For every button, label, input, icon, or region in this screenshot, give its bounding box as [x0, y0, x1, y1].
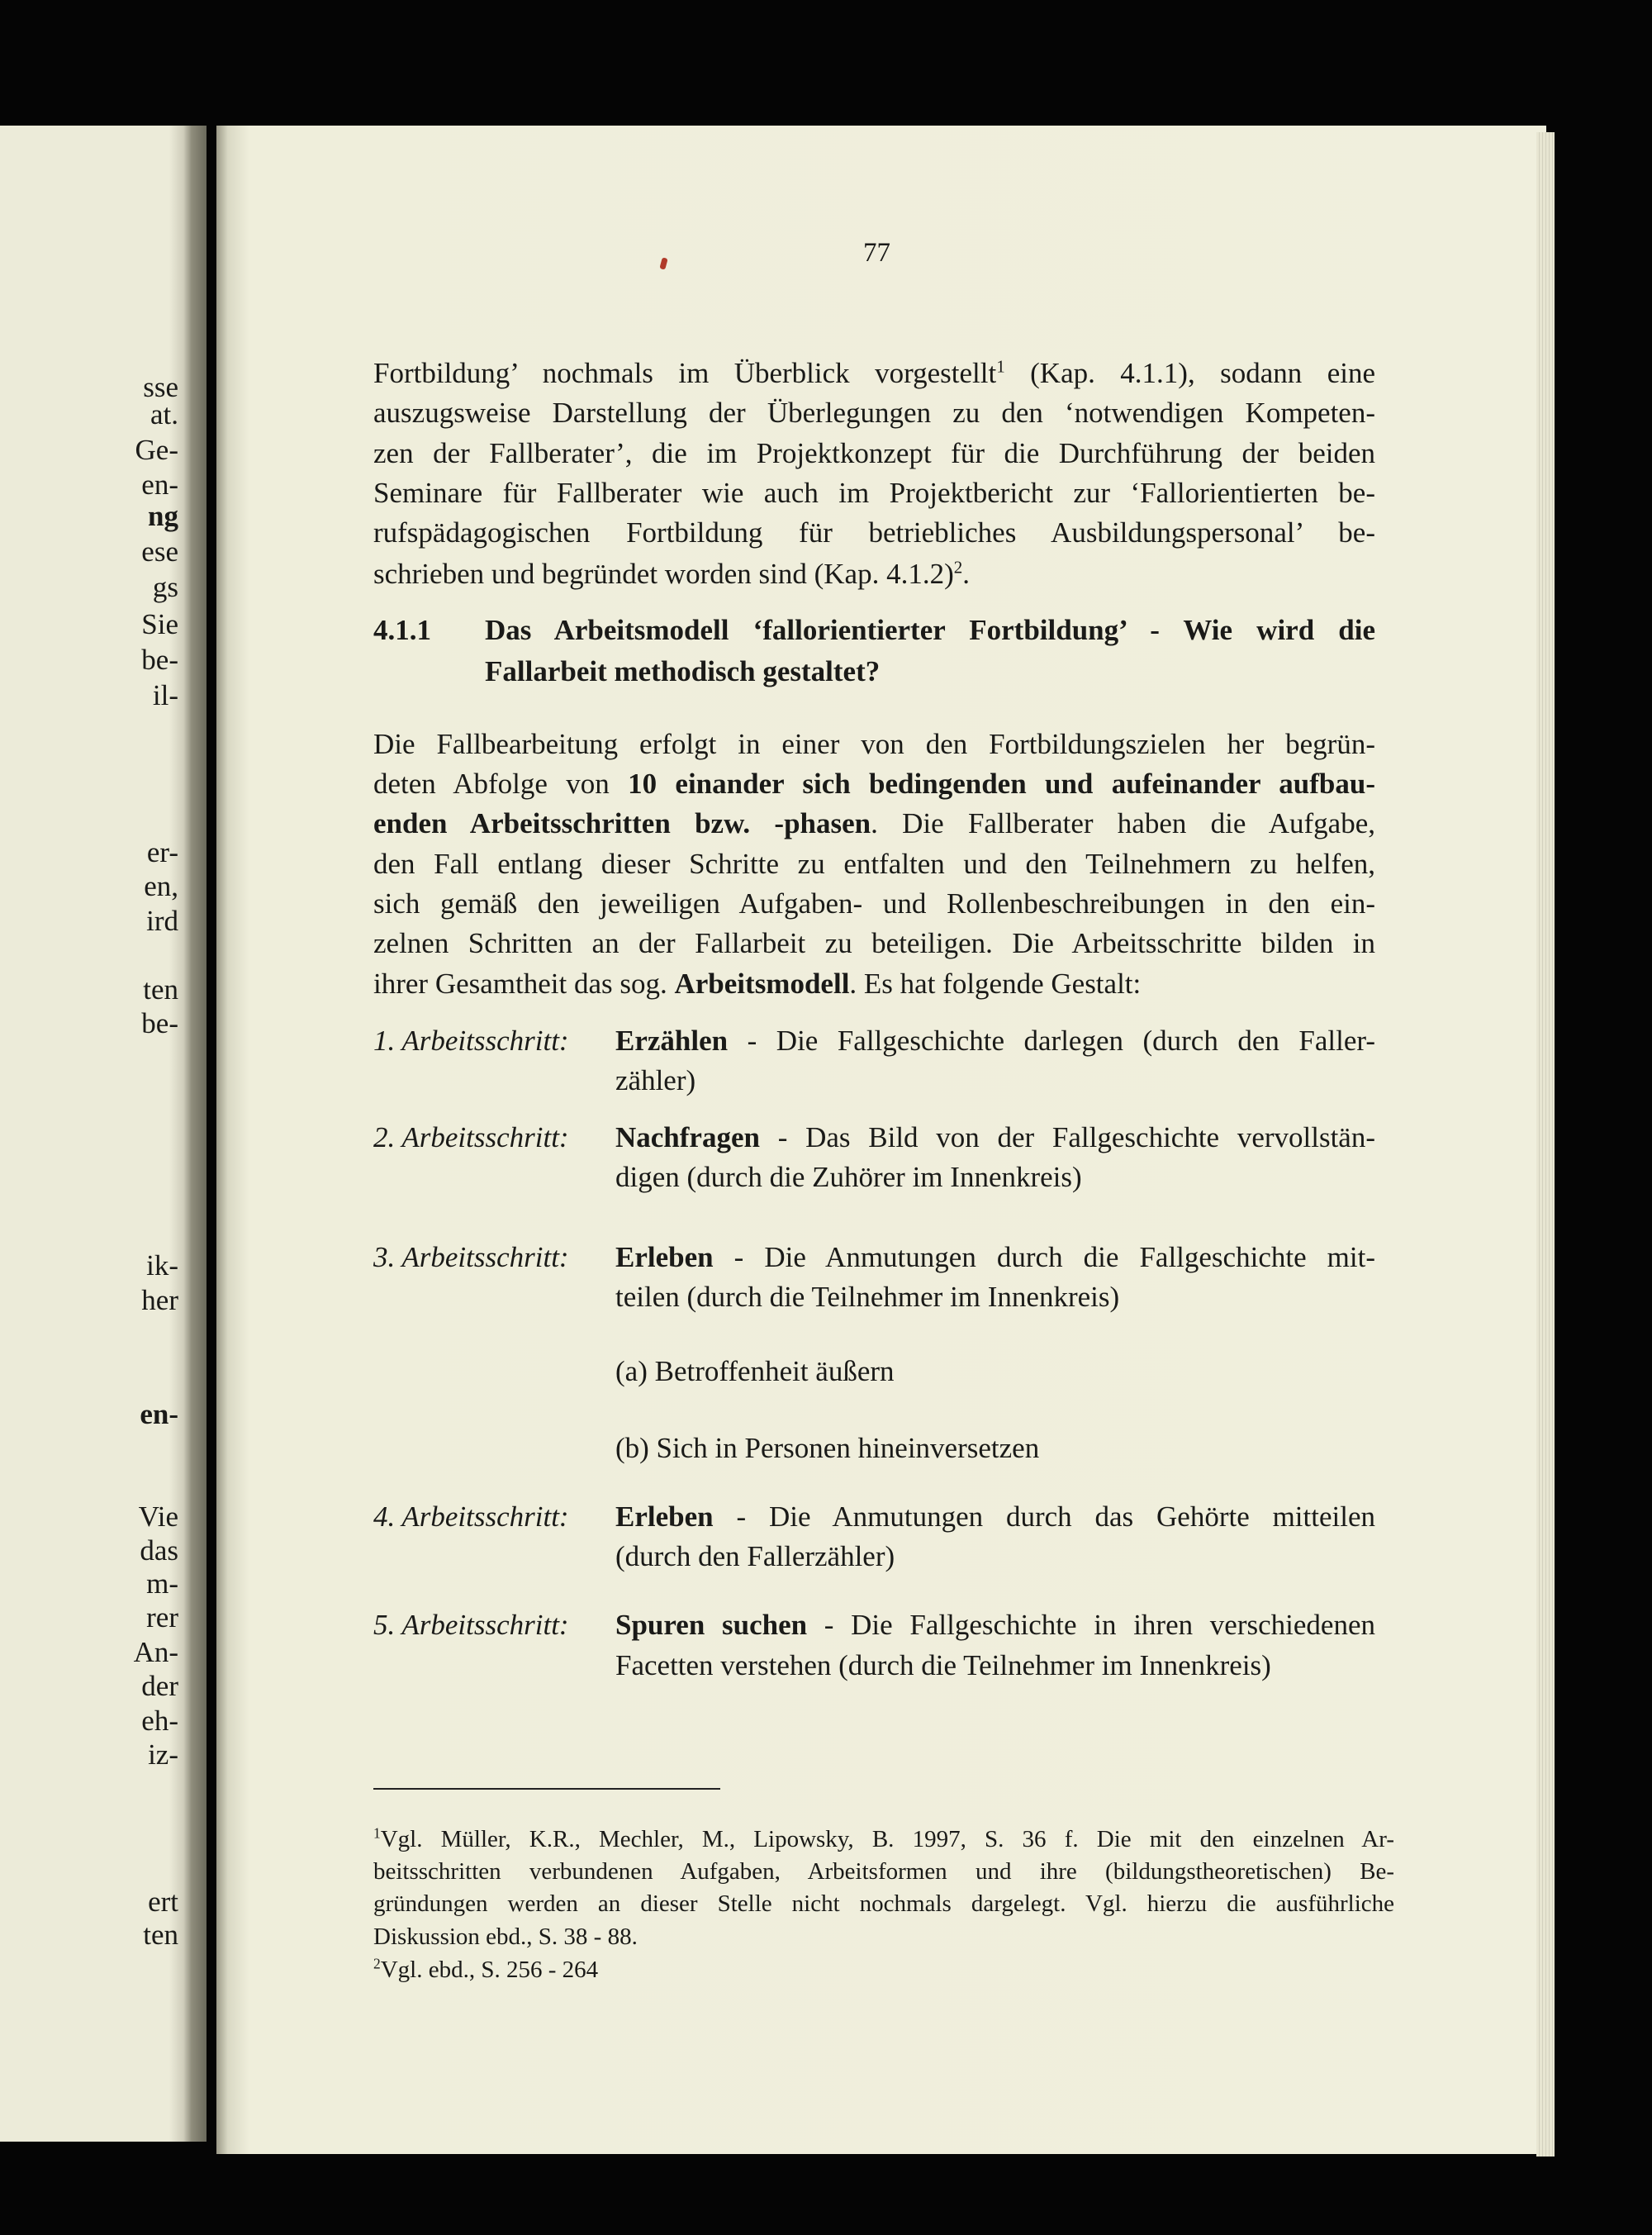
- text-run: 4. Arbeitsschritt:: [373, 1500, 569, 1533]
- body-line: [373, 966, 1375, 1002]
- text-run: Die Fallbearbeitung erfolgt in einer von den Fortbildungszielen her begrün-: [373, 728, 1375, 760]
- heading-number: [373, 612, 472, 649]
- bold-text: 10 einander sich bedingenden und aufeinander aufbau-: [628, 768, 1375, 800]
- left-page-text-fragment: il-: [152, 679, 178, 711]
- left-page-text-fragment: Ge-: [135, 434, 178, 466]
- body-line: [373, 355, 1375, 392]
- text-run: . Es hat folgende Gestalt:: [849, 968, 1142, 1000]
- bold-text: enden Arbeitsschritten bzw. -phasen: [373, 807, 871, 839]
- footnote-line: [373, 1921, 1394, 1952]
- step-text: [615, 1353, 1375, 1390]
- text-run: 3. Arbeitsschritt:: [373, 1241, 569, 1273]
- body-line: [373, 766, 1375, 802]
- text-run: digen (durch die Zuhörer im Innenkreis): [615, 1161, 1082, 1193]
- bold-text: Erleben: [615, 1500, 714, 1533]
- left-page-text-fragment: Sie: [141, 608, 178, 640]
- body-line: [373, 886, 1375, 922]
- left-page-text-fragment: ik-: [146, 1249, 178, 1282]
- left-page-text-fragment: gs: [152, 571, 178, 603]
- left-page-text-fragment: ten: [143, 1919, 178, 1951]
- body-line: [373, 726, 1375, 763]
- text-run: Fortbildung’ nochmals im Überblick vorgestellt: [373, 357, 997, 389]
- text-run: (b) Sich in Personen hineinversetzen: [615, 1432, 1040, 1464]
- text-run: zähler): [615, 1064, 696, 1096]
- left-page-text-fragment: en,: [144, 870, 178, 902]
- text-run: Vgl. Müller, K.R., Mechler, M., Lipowsky, B. 1997, S. 36 f. Die mit den einzelnen Ar-: [380, 1826, 1394, 1852]
- left-page-text-fragment: ten: [143, 973, 178, 1006]
- text-run: deten Abfolge von: [373, 768, 629, 800]
- text-run: gründungen werden an dieser Stelle nicht nochmals dargelegt. Vgl. hierzu die ausführliche: [373, 1890, 1394, 1917]
- text-run: (durch den Fallerzähler): [615, 1540, 895, 1572]
- footnote-marker: 1: [996, 356, 1005, 377]
- text-run: den Fall entlang dieser Schritte zu entfalten und den Teilnehmern zu helfen,: [373, 848, 1375, 880]
- left-page-text-fragment: der: [141, 1670, 178, 1702]
- left-page-text-fragment: be-: [141, 644, 178, 676]
- left-page-text-fragment: ert: [148, 1885, 178, 1918]
- text-run: zen der Fallberater’, die im Projektkonzept für die Durchführung der beiden: [373, 437, 1375, 469]
- text-run: . Die Fallberater haben die Aufgabe,: [871, 807, 1375, 839]
- text-run: 1. Arbeitsschritt:: [373, 1025, 569, 1057]
- text-run: (a) Betroffenheit äußern: [615, 1355, 895, 1387]
- bold-text: Erleben: [615, 1241, 714, 1273]
- step-text: [615, 1120, 1375, 1156]
- text-run: rufspädagogischen Fortbildung für betriebliches Ausbildungspersonal’ be-: [373, 516, 1375, 549]
- left-page-text-fragment: at.: [150, 398, 178, 430]
- body-line: [373, 846, 1375, 882]
- footnote-rule: [373, 1788, 720, 1790]
- text-run: sich gemäß den jeweiligen Aufgaben- und Rollenbeschreibungen in den ein-: [373, 887, 1375, 920]
- left-page-text-fragment: er-: [146, 836, 178, 868]
- bold-text: Fallarbeit methodisch gestaltet?: [485, 655, 881, 687]
- footnote-marker: 1: [373, 1824, 381, 1842]
- body-line: [373, 435, 1375, 472]
- left-page-text-fragment: en-: [140, 1398, 178, 1430]
- left-page-text-fragment: en-: [141, 468, 178, 501]
- step-label: [373, 1023, 613, 1059]
- step-text: [615, 1430, 1375, 1467]
- left-page-text-fragment: sse: [143, 371, 178, 403]
- text-run: Seminare für Fallberater wie auch im Projektbericht zur ‘Fallorientierten be-: [373, 477, 1375, 509]
- text-run: teilen (durch die Teilnehmer im Innenkreis): [615, 1281, 1120, 1313]
- step-text: [615, 1499, 1375, 1535]
- left-page-text-fragment: ng: [148, 500, 178, 532]
- text-run: - Die Anmutungen durch das Gehörte mitteilen: [713, 1500, 1375, 1533]
- footnote-line: [373, 1954, 1394, 1985]
- left-page-text-fragment: das: [140, 1534, 178, 1567]
- step-label: [373, 1607, 613, 1643]
- left-page-text-fragment: iz-: [148, 1738, 178, 1771]
- text-run: - Die Fallgeschichte darlegen (durch den Faller-: [728, 1025, 1375, 1057]
- step-text: [615, 1607, 1375, 1643]
- step-text: [615, 1279, 1375, 1315]
- left-page-text-fragment: her: [141, 1284, 178, 1316]
- footnote-line: [373, 1824, 1394, 1855]
- left-page-text-fragment: ird: [146, 905, 178, 937]
- bold-text: Das Arbeitsmodell ‘fallorientierter Fortbildung’ - Wie wird die: [485, 614, 1375, 646]
- footnote-line: [373, 1888, 1394, 1919]
- text-run: schrieben und begründet worden sind (Kap. 4.1.2): [373, 558, 954, 590]
- text-run: auszugsweise Darstellung der Überlegungen zu den ‘notwendigen Kompeten-: [373, 397, 1375, 429]
- step-text: [615, 1063, 1375, 1099]
- text-run: .: [962, 558, 970, 590]
- page-edges: [1536, 132, 1555, 2157]
- bold-text: Spuren suchen: [615, 1609, 808, 1641]
- left-page-text-fragment: An-: [133, 1636, 178, 1668]
- bold-text: 4.1.1: [373, 614, 431, 646]
- text-run: beitsschritten verbundenen Aufgaben, Arbeitsformen und ihre (bildungstheoretischen) Be-: [373, 1858, 1394, 1885]
- footnote-line: [373, 1856, 1394, 1887]
- text-run: 2. Arbeitsschritt:: [373, 1121, 569, 1153]
- text-run: Facetten verstehen (durch die Teilnehmer im Innenkreis): [615, 1649, 1271, 1681]
- text-run: (Kap. 4.1.1), sodann eine: [1004, 357, 1375, 389]
- step-label: [373, 1239, 613, 1276]
- text-run: ihrer Gesamtheit das sog.: [373, 968, 675, 1000]
- text-run: zelnen Schritten an der Fallarbeit zu beteiligen. Die Arbeitsschritte bilden in: [373, 927, 1375, 959]
- body-line: [373, 395, 1375, 431]
- footnote-marker: 2: [953, 557, 963, 578]
- step-text: [615, 1023, 1375, 1059]
- left-page-text-fragment: Vie: [138, 1500, 178, 1533]
- heading-line: [485, 654, 1375, 690]
- bold-text: Nachfragen: [615, 1121, 760, 1153]
- body-line: [373, 475, 1375, 511]
- left-page-text-fragment: be-: [141, 1007, 178, 1039]
- text-run: 5. Arbeitsschritt:: [373, 1609, 569, 1641]
- body-line: [373, 515, 1375, 551]
- body-line: [373, 806, 1375, 842]
- text-run: Vgl. ebd., S. 256 - 264: [380, 1957, 599, 1983]
- bold-text: Erzählen: [615, 1025, 729, 1057]
- step-text: [615, 1538, 1375, 1575]
- text-run: - Das Bild von der Fallgeschichte vervollstän-: [759, 1121, 1375, 1153]
- step-text: [615, 1159, 1375, 1196]
- step-text: [615, 1648, 1375, 1684]
- step-label: [373, 1499, 613, 1535]
- text-run: - Die Fallgeschichte in ihren verschiedenen: [807, 1609, 1375, 1641]
- bold-text: Arbeitsmodell: [674, 968, 850, 1000]
- text-run: Diskussion ebd., S. 38 - 88.: [373, 1924, 638, 1950]
- left-page-text-fragment: ese: [141, 535, 178, 568]
- step-text: [615, 1239, 1375, 1276]
- text-run: - Die Anmutungen durch die Fallgeschichte mit-: [713, 1241, 1375, 1273]
- left-page-text-fragment: m-: [146, 1567, 178, 1600]
- step-label: [373, 1120, 613, 1156]
- page-number: 77: [863, 238, 890, 268]
- body-line: [373, 556, 1375, 592]
- footnote-marker: 2: [373, 1955, 381, 1972]
- left-page-text-fragment: eh-: [141, 1705, 178, 1737]
- left-page-text-fragment: rer: [146, 1601, 178, 1633]
- body-line: [373, 925, 1375, 962]
- heading-line: [485, 612, 1375, 649]
